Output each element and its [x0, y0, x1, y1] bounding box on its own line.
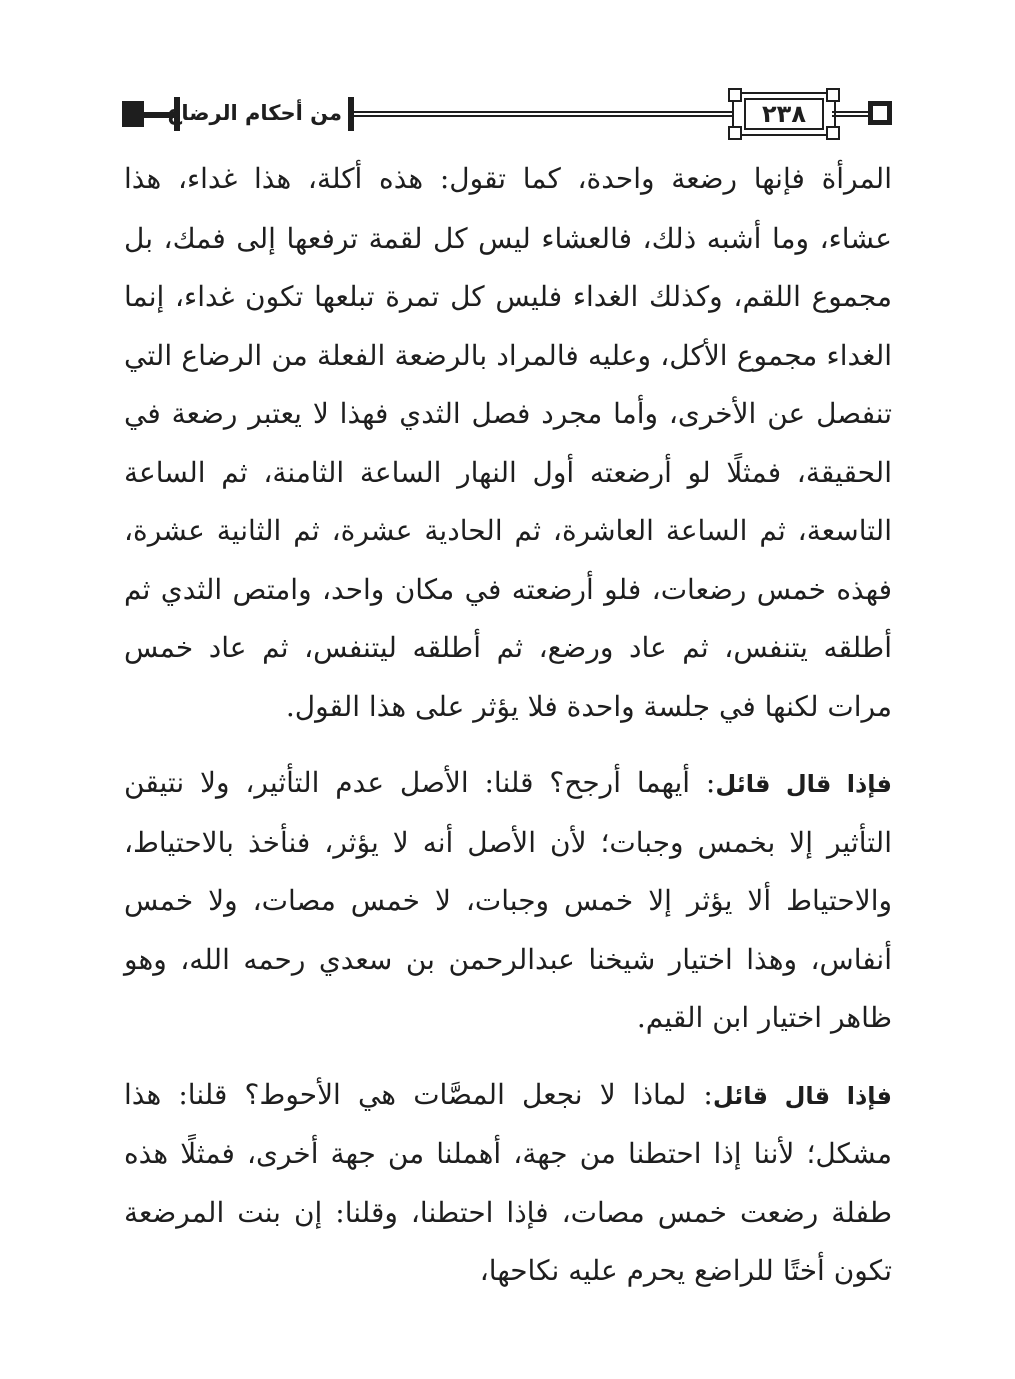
page-number: ٢٣٨	[762, 100, 806, 128]
paragraph	[124, 1066, 892, 1301]
page-body	[124, 150, 892, 1301]
header-ornament-square	[868, 101, 892, 125]
paragraph-text: : أيهما أرجح؟ قلنا: الأصل عدم التأثير، ولا نتيقن التأثير إلا بخمس وجبات؛ لأن الأصل أنه لا يؤثر، فنأخذ بالاحتياط، والاحتياط ألا يؤثر إلا خمس وجبات، لا خمس مصات، ولا خمس أنفاس، وهذا اختيار شيخنا عبدالرحمن بن سعدي رحمه الله، وهو ظاهر اختيار ابن القيم.	[124, 766, 892, 1034]
book-title: من أحكام الرضاع	[166, 101, 342, 125]
paragraph-lead: فإذا قال قائل	[715, 770, 892, 798]
page-number-frame	[732, 92, 836, 136]
paragraph-text: : لماذا لا نجعل المصَّات هي الأحوط؟ قلنا: هذا مشكل؛ لأننا إذا احتطنا من جهة، أهملنا من جهة أخرى، فمثلًا هذه طفلة رضعت خمس مصات، فإذا احتطنا، وقلنا: إن بنت المرضعة تكون أختًا للراضع يحرم عليه نكاحها،	[124, 1077, 892, 1287]
paragraph	[124, 150, 892, 736]
paragraph-lead: فإذا قال قائل	[712, 1081, 893, 1110]
header-rule-right	[832, 111, 868, 117]
paragraph-text: المرأة فإنها رضعة واحدة، كما تقول: هذه أكلة، هذا غداء، هذا عشاء، وما أشبه ذلك، فالعشاء ليس كل لقمة ترفعها إلى فمك، بل مجموع اللقم، وكذلك الغداء فليس كل تمرة تبلعها تكون غداء، إنما الغداء مجموع الأكل، وعليه فالمراد بالرضعة الفعلة من الرضاع التي تنفصل عن الأخرى، وأما مجرد فصل الثدي فهذا لا يعتبر رضعة في الحقيقة، فمثلًا لو أرضعته أول النهار الساعة الثامنة، ثم الساعة التاسعة، ثم الساعة العاشرة، ثم الحادية عشرة، ثم الثانية عشرة، فهذه خمس رضعات، فلو أرضعته في مكان واحد، وامتص الثدي ثم أطلقه يتنفس، ثم عاد ورضع، ثم أطلقه ليتنفس، ثم عاد خمس مرات لكنها في جلسة واحدة فلا يؤثر على هذا القول.	[124, 162, 892, 723]
running-header	[122, 92, 892, 136]
paragraph	[124, 754, 892, 1048]
